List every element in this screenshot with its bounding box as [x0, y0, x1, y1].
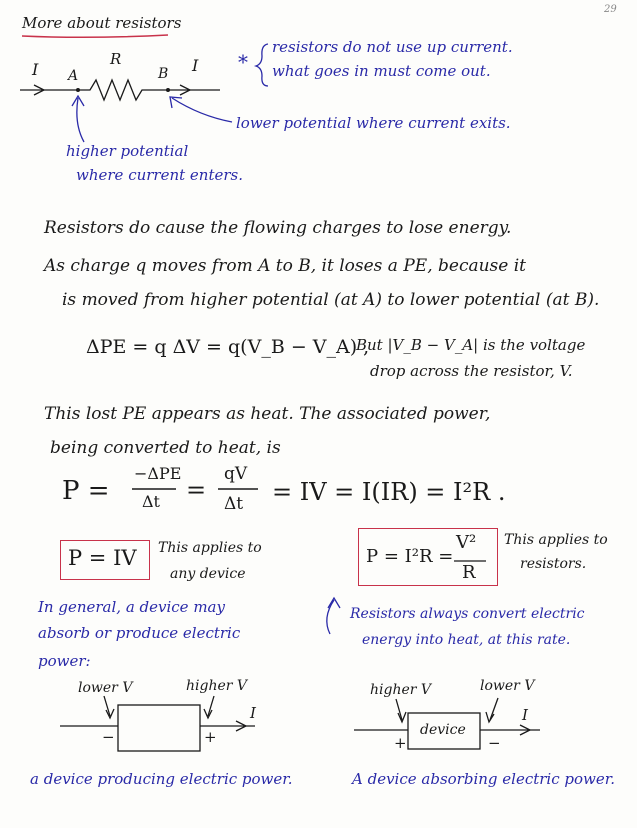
label-i-left: I	[32, 60, 39, 79]
power-rhs: = IV = I(IR) = I²R .	[272, 478, 506, 506]
page-title: More about resistors	[22, 14, 182, 32]
pointer-higher-v-left-head	[204, 709, 212, 718]
diagram-right-current: I	[522, 706, 528, 724]
equation-note-1: But |V_B − V_A| is the voltage	[356, 336, 586, 354]
diagram-right-plus: +	[394, 734, 407, 752]
label-r: R	[110, 50, 122, 68]
diagram-right-higher-v: higher V	[370, 682, 432, 698]
box-left-note-1: This applies to	[158, 540, 262, 556]
diagram-right-minus: −	[488, 734, 501, 752]
diagram-left-current: I	[250, 704, 256, 722]
point-a-dot	[76, 88, 80, 92]
body-line-1: Resistors do cause the flowing charges to lose energy.	[44, 218, 512, 238]
pointer-lower-v-left-head	[106, 709, 114, 718]
diagram-left-plus: +	[204, 728, 217, 746]
power-equals: =	[186, 476, 207, 504]
diagram-left-higher-v: higher V	[186, 678, 248, 694]
note-higher-potential-1: higher potential	[66, 142, 189, 160]
device-box-left	[118, 705, 200, 751]
note-higher-potential-2: where current enters.	[76, 166, 244, 184]
body-line-4: This lost PE appears as heat. The associated power,	[44, 404, 491, 424]
frac1-numerator: −ΔPE	[134, 464, 182, 483]
body-line-5: being converted to heat, is	[50, 438, 281, 458]
pointer-higher-v-right-head	[398, 712, 406, 722]
resistors-always-1: Resistors always convert electric	[350, 606, 585, 622]
frac2-numerator: qV	[224, 464, 248, 484]
title-underline	[22, 35, 168, 37]
formula-v2: V²	[456, 532, 477, 553]
pointer-lower-v-right	[490, 698, 498, 720]
note-current-2: what goes in must come out.	[272, 62, 491, 80]
note-lower-potential: lower potential where current exits.	[236, 114, 511, 132]
frac1-denominator: Δt	[142, 492, 160, 511]
diagram-left-caption: a device producing electric power.	[30, 770, 293, 788]
power-lhs: P =	[62, 476, 110, 506]
box-right-note-1: This applies to	[504, 532, 608, 548]
formula-r: R	[462, 562, 476, 583]
label-i-right: I	[192, 56, 199, 75]
arrow-to-b	[172, 98, 232, 122]
body-line-2: As charge q moves from A to B, it loses a PE, because it	[44, 256, 527, 276]
page-number: 29	[604, 4, 617, 15]
label-b: B	[158, 66, 169, 82]
resistors-always-2: energy into heat, at this rate.	[362, 632, 571, 648]
device-label: device	[420, 722, 466, 738]
diagram-right-caption: A device absorbing electric power.	[352, 770, 616, 788]
note-current-1: resistors do not use up current.	[272, 38, 513, 56]
general-line-2: absorb or produce electric	[38, 624, 241, 642]
frac2-denominator: Δt	[224, 494, 244, 514]
body-line-3: is moved from higher potential (at A) to lower potential (at B).	[62, 290, 600, 310]
notes-brace	[256, 44, 268, 86]
point-b-dot	[166, 88, 170, 92]
diagram-left-lower-v: lower V	[78, 680, 133, 696]
label-a: A	[68, 68, 79, 84]
equation-note-2: drop across the resistor, V.	[370, 362, 573, 380]
formula-p-iv: P = IV	[68, 546, 137, 570]
box-left-note-2: any device	[170, 566, 246, 582]
formula-p-i2r: P = I²R =	[366, 546, 454, 567]
equation-delta-pe: ΔPE = q ΔV = q(V_B − V_A) ,	[86, 336, 370, 358]
diagram-right-lower-v: lower V	[480, 678, 535, 694]
general-line-1: In general, a device may	[38, 598, 225, 616]
box-right-note-2: resistors.	[520, 556, 587, 572]
diagram-left-minus: −	[102, 728, 115, 746]
star-mark: *	[238, 50, 248, 74]
general-line-3: power:	[38, 652, 91, 670]
